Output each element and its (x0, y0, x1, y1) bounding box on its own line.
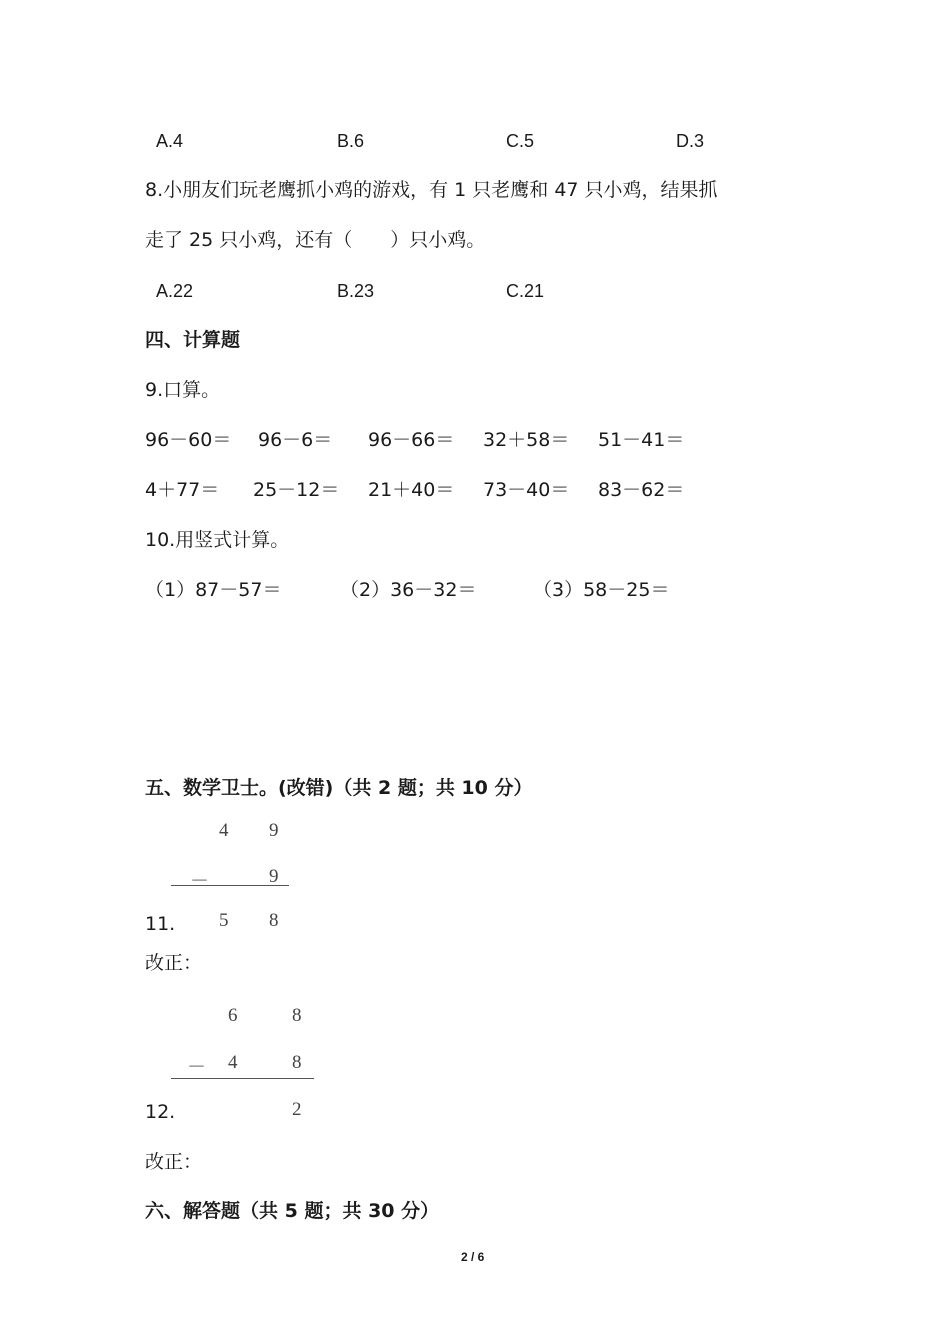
q11-fix-label: 改正： (145, 952, 203, 974)
q9-row1-item1: 96－60＝ (145, 429, 232, 451)
q7-option-d: D.3 (676, 131, 705, 151)
q7-option-b: B.6 (337, 131, 365, 151)
q9-row1-item3: 96－66＝ (368, 429, 455, 451)
section4-title: 四、计算题 (145, 329, 241, 351)
q11-number: 11. (145, 913, 176, 935)
q8-option-c: C.21 (506, 281, 545, 301)
q11-top-tens: 4 (219, 820, 229, 841)
q8-option-b: B.23 (337, 281, 375, 301)
q12-result-ones: 2 (292, 1099, 302, 1120)
q9-row2-item2: 25－12＝ (253, 479, 340, 501)
q12-minus-sign: － (187, 1057, 207, 1078)
q10-item3: （3）58－25＝ (533, 579, 670, 601)
section5-title: 五、数学卫士。(改错)（共 2 题；共 10 分） (145, 777, 533, 799)
q10-item2: （2）36－32＝ (340, 579, 477, 601)
q11-sum-line (171, 885, 289, 886)
q7-option-a: A.4 (156, 131, 184, 151)
q9-row2-item1: 4＋77＝ (145, 479, 220, 501)
q12-bottom-ones: 8 (292, 1052, 302, 1073)
q11-result-ones: 8 (269, 910, 279, 931)
q11-top-ones: 9 (269, 820, 279, 841)
q9-row1-item4: 32＋58＝ (483, 429, 570, 451)
q11-bottom-ones: 9 (269, 866, 279, 887)
q10-label: 10.用竖式计算。 (145, 529, 290, 551)
q9-row2-item4: 73－40＝ (483, 479, 570, 501)
q11-minus-sign: － (190, 871, 210, 892)
q12-top-tens: 6 (228, 1005, 238, 1026)
q7-option-c: C.5 (506, 131, 535, 151)
q9-row2-item3: 21＋40＝ (368, 479, 455, 501)
q9-row2-item5: 83－62＝ (598, 479, 685, 501)
q8-text-line2: 走了 25 只小鸡，还有（ ）只小鸡。 (145, 229, 486, 251)
q12-top-ones: 8 (292, 1005, 302, 1026)
q12-number: 12. (145, 1101, 176, 1123)
q12-fix-label: 改正： (145, 1151, 203, 1173)
page-number: 2 / 6 (461, 1250, 485, 1264)
q9-label: 9.口算。 (145, 379, 221, 401)
q11-result-tens: 5 (219, 910, 229, 931)
q8-option-a: A.22 (156, 281, 194, 301)
section6-title: 六、解答题（共 5 题；共 30 分） (145, 1200, 440, 1222)
q9-row1-item5: 51－41＝ (598, 429, 685, 451)
q9-row1-item2: 96－6＝ (258, 429, 333, 451)
q12-sum-line (171, 1078, 314, 1079)
q8-text-line1: 8.小朋友们玩老鹰抓小鸡的游戏，有 1 只老鹰和 47 只小鸡，结果抓 (145, 179, 718, 201)
q10-item1: （1）87－57＝ (145, 579, 282, 601)
q12-bottom-tens: 4 (228, 1052, 238, 1073)
